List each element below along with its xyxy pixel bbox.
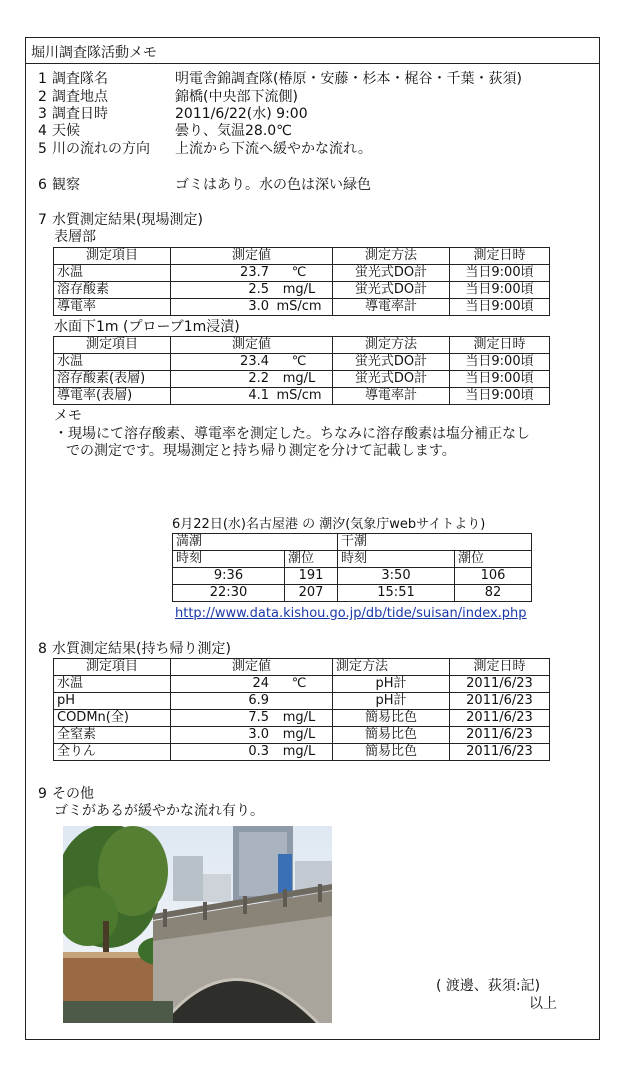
other-note: ゴミがあるが緩やかな流れ有り。 <box>54 803 264 819</box>
location-value: 錦橋(中央部下流側) <box>175 89 298 105</box>
section-other-heading: 9 その他 <box>38 786 94 802</box>
observation-value: ゴミはあり。水の色は深い緑色 <box>175 177 371 193</box>
table-row: 全りん 0.3 mg/L 簡易比色 2011/6/23 <box>54 744 550 761</box>
bridge-photo <box>63 826 332 1023</box>
table-row: CODMn(全) 7.5 mg/L 簡易比色 2011/6/23 <box>54 710 550 727</box>
depth-table <box>53 336 550 405</box>
table-row: 導電率 3.0 mS/cm 導電率計 当日9:00頃 <box>54 299 550 316</box>
end-mark: 以上 <box>529 996 557 1012</box>
table-row: 水温 23.7 ℃ 蛍光式DO計 当日9:00頃 <box>54 265 550 282</box>
tide-table <box>172 533 532 602</box>
table-header-row: 測定項目 測定値 測定方法 測定日時 <box>54 248 550 265</box>
flow-value: 上流から下流へ緩やかな流れ。 <box>175 141 372 157</box>
tide-subheader-row: 時刻 潮位 時刻 潮位 <box>173 551 532 568</box>
table-row: 溶存酸素 2.5 mg/L 蛍光式DO計 当日9:00頃 <box>54 282 550 299</box>
memo-frame <box>25 37 600 1040</box>
datetime-value: 2011/6/22(水) 9:00 <box>175 106 308 122</box>
tide-header-row: 満潮 干潮 <box>173 534 532 551</box>
tide-title: 6月22日(水)名古屋港 の 潮汐(気象庁webサイトより) <box>172 517 486 532</box>
item-weather: 4 天候 曇り、気温28.0℃ <box>38 123 292 139</box>
table-header-row: 測定項目 測定値 測定方法 測定日時 <box>54 337 550 354</box>
team-value: 明電舎錦調査隊(椿原・安藤・杉本・梶谷・千葉・荻須) <box>175 71 522 87</box>
item-observation: 6 観察 ゴミはあり。水の色は深い緑色 <box>38 177 371 193</box>
memo-line-2: での測定です。現場測定と持ち帰り測定を分けて記載します。 <box>66 443 456 459</box>
table-row: 溶存酸素(表層) 2.2 mg/L 蛍光式DO計 当日9:00頃 <box>54 371 550 388</box>
table-row: 9:36 191 3:50 106 <box>173 568 532 585</box>
item-location: 2 調査地点 錦橋(中央部下流側) <box>38 89 298 105</box>
memo-heading: メモ <box>54 408 82 424</box>
table-header-row: 測定項目 測定値 測定方法 測定日時 <box>54 659 550 676</box>
title-divider <box>26 63 599 64</box>
takehome-table <box>53 658 550 761</box>
tide-source-link[interactable]: http://www.data.kishou.go.jp/db/tide/suisan/index.php <box>175 606 527 621</box>
section-onsite-heading: 7 水質測定結果(現場測定) <box>38 212 203 228</box>
item-datetime: 3 調査日時 2011/6/22(水) 9:00 <box>38 106 308 122</box>
table-row: 導電率(表層) 4.1 mS/cm 導電率計 当日9:00頃 <box>54 388 550 405</box>
authors-note: ( 渡邊、荻須:記) <box>436 978 541 994</box>
surface-caption: 表層部 <box>54 229 96 245</box>
table-row: 22:30 207 15:51 82 <box>173 585 532 602</box>
item-flow: 5 川の流れの方向 上流から下流へ緩やかな流れ。 <box>38 141 372 157</box>
document-title: 堀川調査隊活動メモ <box>31 45 157 61</box>
table-row: 全窒素 3.0 mg/L 簡易比色 2011/6/23 <box>54 727 550 744</box>
table-row: 水温 23.4 ℃ 蛍光式DO計 当日9:00頃 <box>54 354 550 371</box>
memo-line-1: ・現場にて溶存酸素、導電率を測定した。ちなみに溶存酸素は塩分補正なし <box>54 426 530 442</box>
section-takehome-heading: 8 水質測定結果(持ち帰り測定) <box>38 641 231 657</box>
surface-table <box>53 247 550 316</box>
table-row: pH 6.9 pH計 2011/6/23 <box>54 693 550 710</box>
table-row: 水温 24 ℃ pH計 2011/6/23 <box>54 676 550 693</box>
weather-value: 曇り、気温28.0℃ <box>175 123 292 139</box>
depth-caption: 水面下1m (プローブ1m浸漬) <box>54 319 240 335</box>
item-team: 1 調査隊名 明電舎錦調査隊(椿原・安藤・杉本・梶谷・千葉・荻須) <box>38 71 522 87</box>
